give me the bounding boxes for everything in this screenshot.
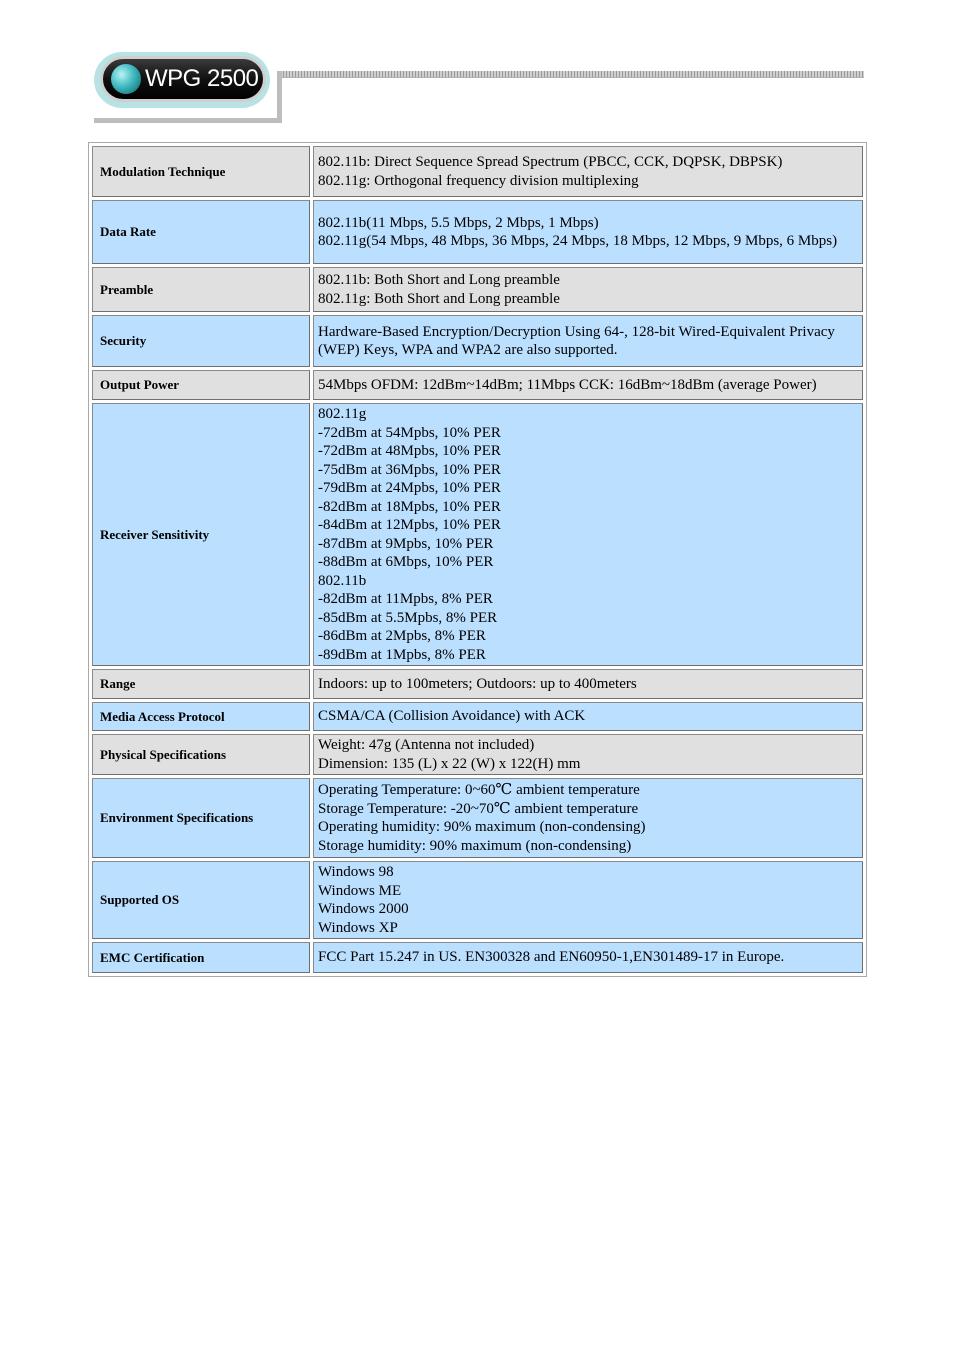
spec-row: [92, 315, 863, 367]
spec-value: [313, 669, 863, 699]
spec-row: [92, 403, 863, 666]
spec-label: Data Rate: [92, 200, 310, 264]
spec-value-line: Windows ME: [318, 882, 402, 899]
spec-value-line: 54Mbps OFDM: 12dBm~14dBm; 11Mbps CCK: 16dBm~18dBm (average Power): [318, 376, 817, 393]
specifications-body: [92, 146, 863, 973]
spec-value-line: 802.11g: Orthogonal frequency division multiplexing: [318, 172, 639, 189]
logo-orb-icon: [111, 64, 141, 94]
spec-value-line: CSMA/CA (Collision Avoidance) with ACK: [318, 708, 586, 725]
spec-value-line: Windows 2000: [318, 901, 409, 917]
spec-value: [313, 315, 863, 367]
spec-value-line: Storage Temperature: -20~70℃ ambient temperature: [318, 800, 639, 817]
spec-value-line: -79dBm at 24Mpbs, 10% PER: [318, 480, 501, 496]
spec-value-line: Storage humidity: 90% maximum (non-condensing): [318, 837, 632, 854]
spec-label: Supported OS: [92, 861, 310, 939]
logo-badge: [100, 56, 266, 102]
spec-value-line: -72dBm at 48Mpbs, 10% PER: [318, 443, 501, 459]
spec-value-line: -82dBm at 11Mpbs, 8% PER: [318, 591, 493, 607]
spec-value-line: -85dBm at 5.5Mpbs, 8% PER: [318, 609, 498, 626]
spec-value: [313, 861, 863, 939]
spec-value-line: FCC Part 15.247 in US. EN300328 and EN60950-1,EN301489-17 in Europe.: [318, 949, 785, 966]
spec-value: [313, 146, 863, 197]
spec-value-line: Windows 98: [318, 864, 394, 880]
spec-label: Preamble: [92, 267, 310, 312]
spec-value-line: -87dBm at 9Mpbs, 10% PER: [318, 535, 494, 552]
spec-value-line: -88dBm at 6Mbps, 10% PER: [318, 554, 494, 570]
spec-value-line: Indoors: up to 100meters; Outdoors: up to 400meters: [318, 675, 637, 692]
spec-value-line: -84dBm at 12Mpbs, 10% PER: [318, 517, 501, 533]
spec-value: [313, 200, 863, 264]
spec-value-line: -86dBm at 2Mpbs, 8% PER: [318, 628, 486, 644]
spec-value-line: 802.11g(54 Mbps, 48 Mbps, 36 Mbps, 24 Mbps, 18 Mbps, 12 Mbps, 9 Mbps, 6 Mbps): [318, 233, 838, 249]
spec-value-line: 802.11g: Both Short and Long preamble: [318, 290, 560, 307]
spec-value: [313, 734, 863, 775]
spec-label: Modulation Technique: [92, 146, 310, 197]
spec-value-line: 802.11g: [318, 406, 367, 422]
spec-row: [92, 200, 863, 264]
spec-value: [313, 267, 863, 312]
spec-label: EMC Certification: [92, 942, 310, 973]
spec-label: Media Access Protocol: [92, 702, 310, 731]
spec-value-line: Dimension: 135 (L) x 22 (W) x 122(H) mm: [318, 755, 581, 772]
spec-value-line: Hardware-Based Encryption/Decryption Using 64-, 128-bit Wired-Equivalent Privacy (WEP) Keys, WPA and WPA2 are also supported.: [318, 323, 835, 358]
spec-row: [92, 370, 863, 400]
spec-value-line: -82dBm at 18Mpbs, 10% PER: [318, 498, 501, 515]
spec-row: [92, 942, 863, 973]
spec-row: [92, 734, 863, 775]
spec-value: [313, 702, 863, 731]
spec-value-line: 802.11b(11 Mbps, 5.5 Mbps, 2 Mbps, 1 Mbps): [318, 214, 599, 231]
spec-label: Security: [92, 315, 310, 367]
product-logo: [94, 52, 270, 108]
spec-value-line: 802.11b: Direct Sequence Spread Spectrum (PBCC, CCK, DQPSK, DBPSK): [318, 154, 783, 170]
spec-value-line: 802.11b: [318, 572, 367, 589]
spec-row: [92, 267, 863, 312]
spec-row: [92, 702, 863, 731]
specifications-table: [88, 142, 867, 977]
spec-label: Output Power: [92, 370, 310, 400]
spec-row: [92, 146, 863, 197]
header-divider-vertical: [277, 71, 282, 123]
spec-value-line: Operating humidity: 90% maximum (non-condensing): [318, 819, 646, 835]
spec-label: Environment Specifications: [92, 778, 310, 858]
spec-value-line: -89dBm at 1Mpbs, 8% PER: [318, 646, 486, 663]
spec-value: [313, 778, 863, 858]
logo-text: WPG 2500: [145, 65, 259, 92]
spec-value: [313, 370, 863, 400]
spec-value: [313, 403, 863, 666]
spec-label: Receiver Sensitivity: [92, 403, 310, 666]
spec-row: [92, 669, 863, 699]
spec-row: [92, 778, 863, 858]
spec-value-line: Weight: 47g (Antenna not included): [318, 737, 535, 753]
header-divider-bottom: [94, 118, 282, 123]
spec-value-line: Windows XP: [318, 919, 398, 936]
spec-value-line: Operating Temperature: 0~60℃ ambient temperature: [318, 782, 640, 798]
spec-value-line: -75dBm at 36Mpbs, 10% PER: [318, 461, 501, 478]
header-divider: [281, 71, 864, 78]
spec-label: Physical Specifications: [92, 734, 310, 775]
spec-row: [92, 861, 863, 939]
spec-value-line: -72dBm at 54Mpbs, 10% PER: [318, 424, 501, 441]
spec-label: Range: [92, 669, 310, 699]
spec-value: [313, 942, 863, 973]
spec-value-line: 802.11b: Both Short and Long preamble: [318, 272, 560, 288]
